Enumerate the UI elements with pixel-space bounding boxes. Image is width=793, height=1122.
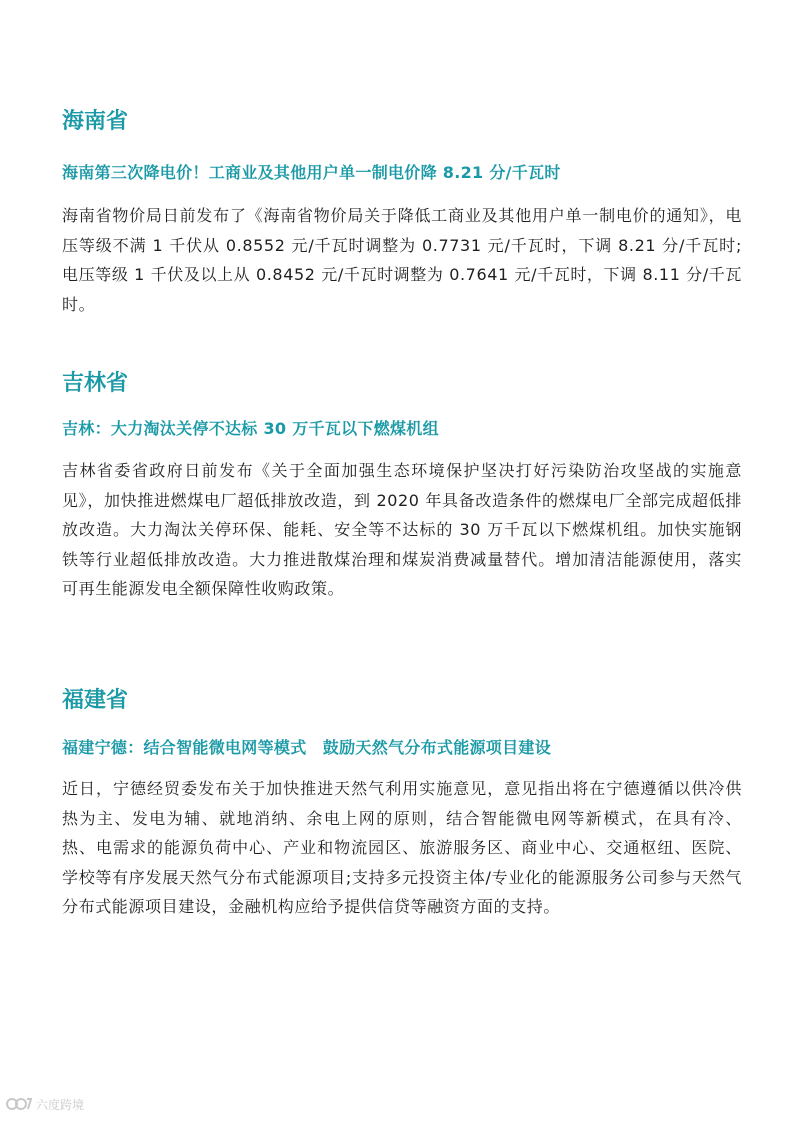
article-body: 吉林省委省政府日前发布《关于全面加强生态环境保护坚决打好污染防治攻坚战的实施意见》，加快推进燃煤电厂超低排放改造，到 2020 年具备改造条件的燃煤电厂全部完成超低排放改造。大力淘汰关停环保、能耗、安全等不达标的 30 万千瓦以下燃煤机组。加快实施钢铁等行业超低排放改造。大力推进散煤治理和煤炭消费减量替代。增加清洁能源使用，落实可再生能源发电全额保障性收购政策。 [62, 461, 742, 599]
section-title: 海南省 [62, 109, 129, 134]
article-headline: 福建宁德：结合智能微电网等模式 鼓励天然气分布式能源项目建设 [62, 738, 552, 757]
section-title: 福建省 [62, 688, 129, 713]
section-jilin [62, 370, 742, 604]
watermark-logo-icon [6, 1096, 32, 1112]
section-title: 吉林省 [62, 371, 129, 396]
article-headline: 海南第三次降电价！工商业及其他用户单一制电价降 8.21 分/千瓦时 [62, 163, 561, 182]
article-headline: 吉林：大力淘汰关停不达标 30 万千瓦以下燃煤机组 [62, 419, 439, 438]
section-fujian [62, 687, 742, 922]
watermark [6, 1093, 84, 1115]
article-body: 海南省物价局日前发布了《海南省物价局关于降低工商业及其他用户单一制电价的通知》，电压等级不满 1 千伏从 0.8552 元/千瓦时调整为 0.7731 元/千瓦时，下调 8.21 分/千瓦时;电压等级 1 千伏及以上从 0.8452 元/千瓦时调整为 0.7641 元/千瓦时，下调 8.11 分/千瓦时。 [62, 206, 742, 314]
article-body: 近日，宁德经贸委发布关于加快推进天然气利用实施意见，意见指出将在宁德遵循以供冷供热为主、发电为辅、就地消纳、余电上网的原则，结合智能微电网等新模式，在具有冷、热、电需求的能源负荷中心、产业和物流园区、旅游服务区、商业中心、交通枢纽、医院、学校等有序发展天然气分布式能源项目;支持多元投资主体/专业化的能源服务公司参与天然气分布式能源项目建设，金融机构应给予提供信贷等融资方面的支持。 [62, 779, 742, 917]
watermark-text: 六度跨境 [36, 1097, 85, 1112]
section-hainan [62, 108, 742, 319]
